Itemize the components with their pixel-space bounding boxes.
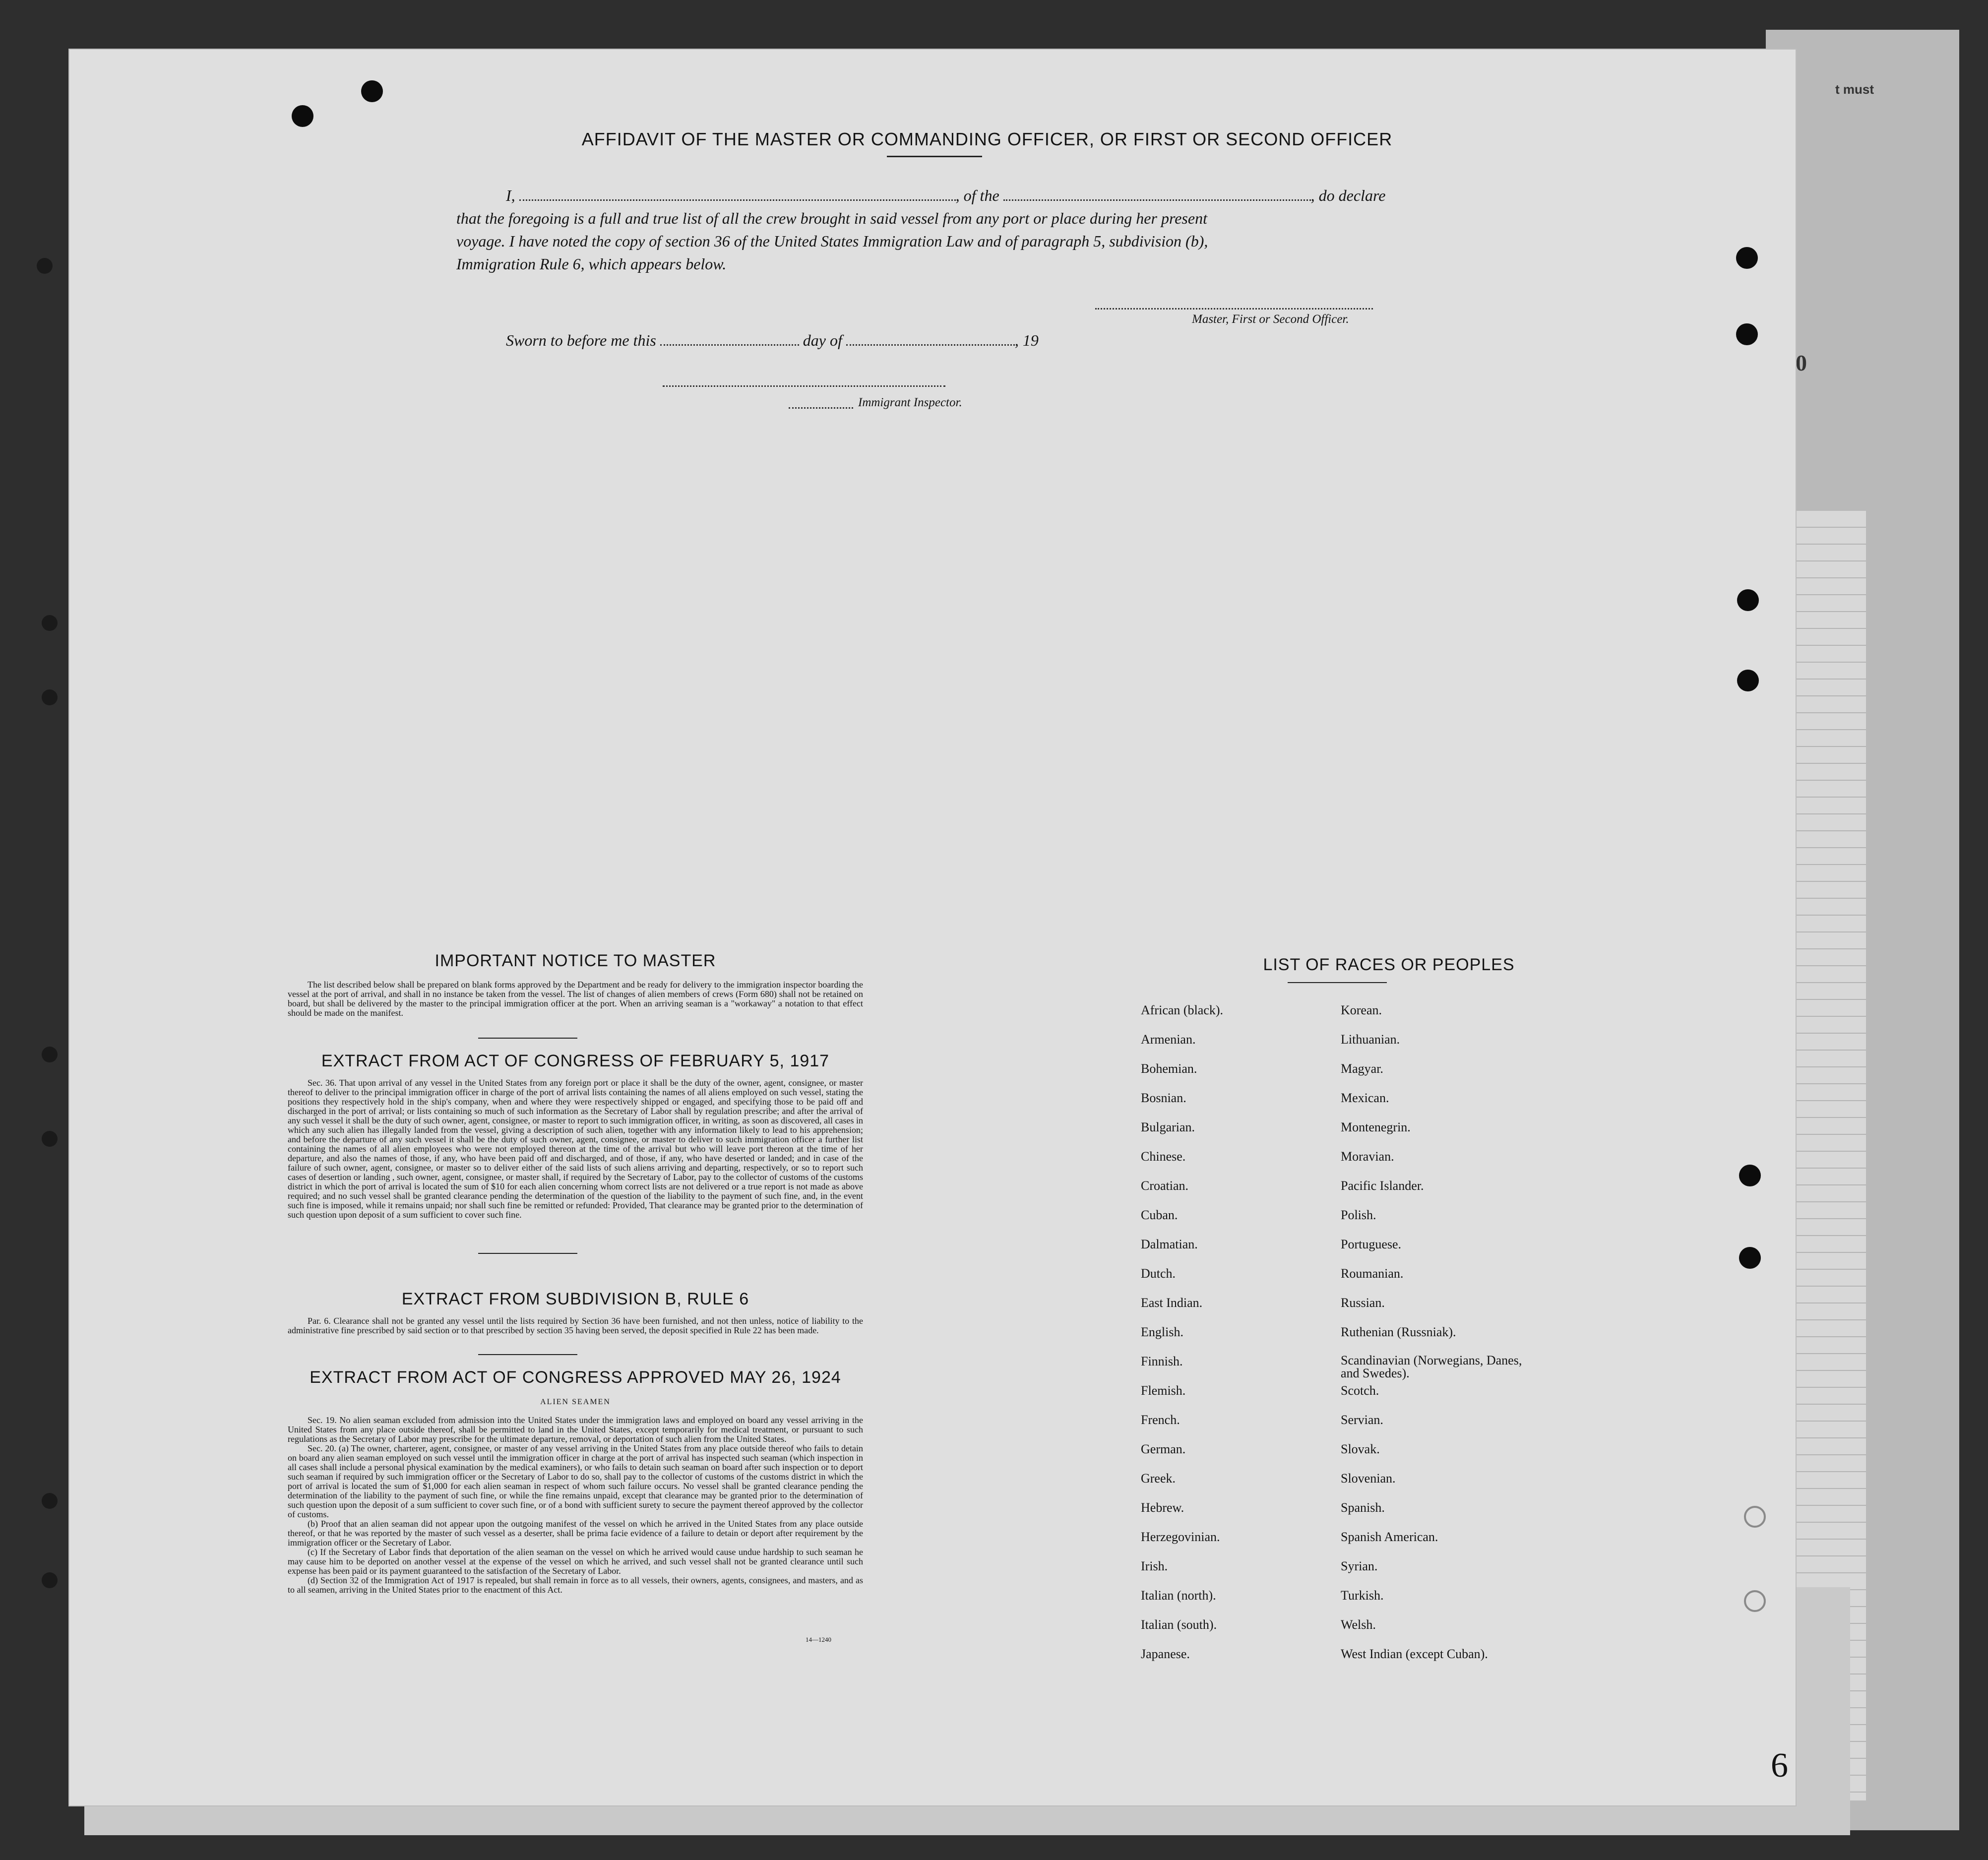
- inspector-dot-leader: [789, 407, 853, 409]
- race-item: Slovak.: [1341, 1442, 1380, 1456]
- sec-20b-paragraph: (b) Proof that an alien seaman did not appear upon the outgoing manifest of the vessel on which he arrived in the United States from any place outside thereof, or that he was reported by the master of such vessel as a deserter, shall be prima facie evidence of a failure to detain or deport after requirement by the immigration officer or the Secretary of Labor.: [288, 1519, 863, 1548]
- race-item: East Indian.: [1141, 1296, 1203, 1310]
- extract-rule6-text: [288, 1316, 863, 1335]
- race-item: Dutch.: [1141, 1266, 1176, 1281]
- race-item: Bulgarian.: [1141, 1120, 1195, 1134]
- races-column-1: [1141, 1003, 1223, 1676]
- sworn-day-of: day of: [803, 331, 842, 349]
- race-item: Herzegovinian.: [1141, 1530, 1220, 1544]
- affidavit-i: I,: [506, 186, 515, 204]
- race-item: Ruthenian (Russniak).: [1341, 1325, 1456, 1339]
- punch-hole: [42, 1493, 58, 1509]
- race-item: African (black).: [1141, 1003, 1224, 1017]
- race-item: Spanish American.: [1341, 1530, 1438, 1544]
- race-item: French.: [1141, 1413, 1180, 1427]
- name-blank: [519, 199, 956, 201]
- races-column-2: [1341, 1003, 1529, 1676]
- race-item: Servian.: [1341, 1413, 1383, 1427]
- extract-1924-text: [288, 1416, 863, 1595]
- sworn-month-blank: [846, 344, 1015, 346]
- race-item: Russian.: [1341, 1296, 1385, 1310]
- race-item: Armenian.: [1141, 1032, 1196, 1047]
- manifest-page: [69, 50, 1796, 1805]
- master-signature-blank: [1095, 308, 1373, 310]
- race-item: Bohemian.: [1141, 1061, 1197, 1076]
- race-item: Irish.: [1141, 1559, 1168, 1573]
- section-divider: [478, 1253, 577, 1254]
- extract-rule6-title: EXTRACT FROM SUBDIVISION B, RULE 6: [401, 1290, 749, 1308]
- edge-digit-right: 0: [1796, 350, 1807, 375]
- alien-seamen-subtitle: ALIEN SEAMEN: [540, 1398, 611, 1406]
- notice-text: [288, 980, 863, 1018]
- race-item: Greek.: [1141, 1471, 1176, 1486]
- races-title: LIST OF RACES OR PEOPLES: [1263, 955, 1515, 974]
- form-code: 14—1240: [806, 1636, 831, 1643]
- sworn-day-blank: [660, 344, 799, 346]
- race-item: Pacific Islander.: [1341, 1178, 1424, 1193]
- race-item: Finnish.: [1141, 1354, 1183, 1368]
- sec-19-paragraph: Sec. 19. No alien seaman excluded from admission into the United States under the immigration laws and employed on board any vessel arriving in the United States from any place outside thereof, shall be permitted to land in the United States, except temporarily for medical treatment, or pursuant to such regulations as the Secretary of Labor may prescribe for the ultimate departure, removal, or deportation of such alien from the United States.: [288, 1415, 863, 1444]
- race-item: Chinese.: [1141, 1149, 1186, 1164]
- race-item: Roumanian.: [1341, 1266, 1404, 1281]
- race-item: Dalmatian.: [1141, 1237, 1198, 1251]
- section-divider: [478, 1038, 577, 1039]
- inspector-signature-blank: [663, 385, 945, 387]
- race-item: Bosnian.: [1141, 1091, 1186, 1105]
- race-item: Croatian.: [1141, 1178, 1189, 1193]
- sworn-prefix: Sworn to before me this: [506, 331, 656, 349]
- race-item: Italian (north).: [1141, 1588, 1216, 1603]
- race-item: Hebrew.: [1141, 1500, 1184, 1515]
- punch-hole: [361, 80, 383, 102]
- affidavit-line-1: [506, 186, 1385, 205]
- punch-hole: [1739, 1165, 1761, 1186]
- race-item: West Indian (except Cuban).: [1341, 1647, 1488, 1661]
- race-item: Moravian.: [1341, 1149, 1394, 1164]
- master-caption: Master, First or Second Officer.: [1192, 312, 1349, 326]
- sworn-year: , 19: [1014, 331, 1039, 349]
- race-item: Korean.: [1341, 1003, 1382, 1017]
- race-item: Scandinavian (Norwegians, Danes, and Swedes).: [1341, 1353, 1522, 1380]
- punch-hole: [1737, 670, 1759, 691]
- affidavit-of-the: , of the: [955, 186, 999, 204]
- section-divider: [478, 1354, 577, 1355]
- sec-20c-paragraph: (c) If the Secretary of Labor finds that deportation of the alien seaman on the vessel on which he arrived would cause undue hardship to such seaman he may cause him to be deported on another vessel at the expense of the vessel on which he arrived, and such vessel shall not be granted clearance until such expense has been paid or its payment guaranteed to the satisfaction of the Secretary of Labor.: [288, 1547, 863, 1576]
- race-item: German.: [1141, 1442, 1186, 1456]
- race-item: Portuguese.: [1341, 1237, 1402, 1251]
- sec-20d-paragraph: (d) Section 32 of the Immigration Act of 1917 is repealed, but shall remain in force as to all vessels, their owners, agents, consignees, and masters, and as to all seamen, arriving in the United States prior to the enactment of this Act.: [288, 1575, 863, 1595]
- notice-paragraph: The list described below shall be prepared on blank forms approved by the Department and be ready for delivery to the immigration inspector boarding the vessel at the port of arrival, and shall in no instance be taken from the vessel. The list of changes of alien members of crews (Form 680) shall not be retained on board, but shall be delivered by the master to the principal immigration officer at the port. When an arriving seaman is a "workaway" a notation to that effect should be made on the manifest.: [288, 980, 863, 1018]
- sec-20a-paragraph: Sec. 20. (a) The owner, charterer, agent, consignee, or master of any vessel arriving in the United States from any place outside thereof who fails to detain on board any alien seaman employed on such vessel until the immigration officer in charge at the port of arrival has inspected such seaman (which inspection in all cases shall include a personal physical examination by the medical examiners), or who fails to detain such seaman on board after such inspection or to deport such seaman if required by such immigration officer or the Secretary of Labor to do so, shall pay to the collector of customs of the customs district in which the port of arrival is located the sum of $1,000 for each alien seaman in respect of whom such failure occurs. No vessel shall be granted clearance pending the determination of the liability to the payment of such fine, or while the fine remains unpaid, except that clearance may be granted prior to the determination of such question upon the deposit of a sum sufficient to cover such fine, or of a bond with sufficient surety to secure the payment thereof approved by the collector of customs.: [288, 1443, 863, 1519]
- race-item: English.: [1141, 1325, 1183, 1339]
- affidavit-title: AFFIDAVIT OF THE MASTER OR COMMANDING OFFICER, OR FIRST OR SECOND OFFICER: [581, 129, 1393, 149]
- punch-hole: [1739, 1247, 1761, 1269]
- affidavit-line-3: voyage. I have noted the copy of section 36 of the United States Immigration Law and of paragraph 5, subdivision (b),: [456, 232, 1208, 250]
- extract-rule6-paragraph: Par. 6. Clearance shall not be granted any vessel until the lists required by Section 36 have been furnished, and not then unless, notice of liability to the administrative fine prescribed by said section or to that prescribed by section 35 having been served, the deposit specified in Rule 22 has been made.: [288, 1316, 863, 1335]
- punch-hole: [37, 258, 53, 274]
- extract-1917-paragraph: Sec. 36. That upon arrival of any vessel in the United States from any foreign port or place it shall be the duty of the owner, agent, consignee, or master thereof to deliver to the principal immigration officer in charge of the port of arrival lists containing the names of all aliens employed on such vessel, stating the positions they respectively hold in the ship's company, when and where they were respectively shipped or engaged, and specifying those to be paid off and discharged in the port of arrival; or lists containing so much of such information as the Secretary of Labor shall by regulation prescribe; and after the arrival of any such vessel it shall be the duty of such owner, agent, consignee, or master to report to such immigration officer, in writing, as soon as discovered, all cases in which any such alien has illegally landed from the vessel, giving a description of such alien, together with any information likely to lead to his apprehension; and before the departure of any such vessel it shall be the duty of such owner, agent, consignee, or master to deliver to such immigration officer a further list containing the names of all alien employees who were not employed thereon at the time of the arrival but who will leave port thereon at the time of her departure, and also the names of those, if any, who have been paid off and discharged, and of those, if any, who have deserted or landed; and in case of the failure of such owner, agent, consignee, or master so to deliver either of the said lists of such aliens arriving and departing, respectively, or so to report such cases of desertion or landing , such owner, agent, consignee, or master shall, if required by the Secretary of Labor, pay to the collector of customs of the customs district in which the port of arrival is located the sum of $10 for each alien concerning whom correct lists are not delivered or a true report is not made as above required; and no such vessel shall be granted clearance pending the determination of the question of the liability to the payment of such fine, and, in the event such fine is imposed, while it remains unpaid; nor shall such fine be remitted or refunded: Provided, That clearance may be granted prior to the determination of such question upon deposit of a sum sufficient to cover such fine.: [288, 1078, 863, 1220]
- race-item: Mexican.: [1341, 1091, 1389, 1105]
- punch-hole: [1736, 247, 1758, 269]
- extract-1917-title: EXTRACT FROM ACT OF CONGRESS OF FEBRUARY 5, 1917: [321, 1052, 830, 1070]
- race-item: Magyar.: [1341, 1061, 1383, 1076]
- punch-hole: [1744, 1506, 1766, 1528]
- punch-hole: [1736, 323, 1758, 345]
- race-item: Turkish.: [1341, 1588, 1384, 1603]
- punch-hole: [42, 1572, 58, 1588]
- races-title-underline: [1288, 982, 1387, 983]
- race-item: Italian (south).: [1141, 1617, 1217, 1632]
- punch-hole: [292, 105, 313, 127]
- title-underline: [887, 156, 982, 157]
- race-item: Scotch.: [1341, 1383, 1379, 1398]
- handwritten-page-number: 6: [1771, 1746, 1788, 1785]
- race-item: Spanish.: [1341, 1500, 1385, 1515]
- race-item: Polish.: [1341, 1208, 1376, 1222]
- race-item: Welsh.: [1341, 1617, 1376, 1632]
- extract-1924-title: EXTRACT FROM ACT OF CONGRESS APPROVED MAY 26, 1924: [310, 1368, 841, 1387]
- punch-hole: [1744, 1590, 1766, 1612]
- vessel-blank: [1003, 199, 1311, 201]
- race-item: Japanese.: [1141, 1647, 1190, 1661]
- race-item: Slovenian.: [1341, 1471, 1396, 1486]
- edge-text-top-right: t must: [1835, 82, 1874, 97]
- punch-hole: [42, 1047, 58, 1062]
- race-item: Lithuanian.: [1341, 1032, 1400, 1047]
- affidavit-line-2: that the foregoing is a full and true list of all the crew brought in said vessel from any port or place during her present: [456, 209, 1207, 227]
- inspector-caption: Immigrant Inspector.: [858, 396, 962, 409]
- punch-hole: [42, 1131, 58, 1147]
- punch-hole: [1737, 589, 1759, 611]
- punch-hole: [42, 689, 58, 705]
- extract-1917-text: [288, 1078, 863, 1220]
- punch-hole: [42, 615, 58, 631]
- race-item: Cuban.: [1141, 1208, 1178, 1222]
- race-item: Syrian.: [1341, 1559, 1378, 1573]
- race-item: Flemish.: [1141, 1383, 1186, 1398]
- notice-title: IMPORTANT NOTICE TO MASTER: [435, 951, 716, 970]
- affidavit-line-4: Immigration Rule 6, which appears below.: [456, 255, 727, 273]
- affidavit-declare: , do declare: [1310, 186, 1386, 204]
- race-item: Montenegrin.: [1341, 1120, 1411, 1134]
- sworn-line: [506, 331, 1039, 350]
